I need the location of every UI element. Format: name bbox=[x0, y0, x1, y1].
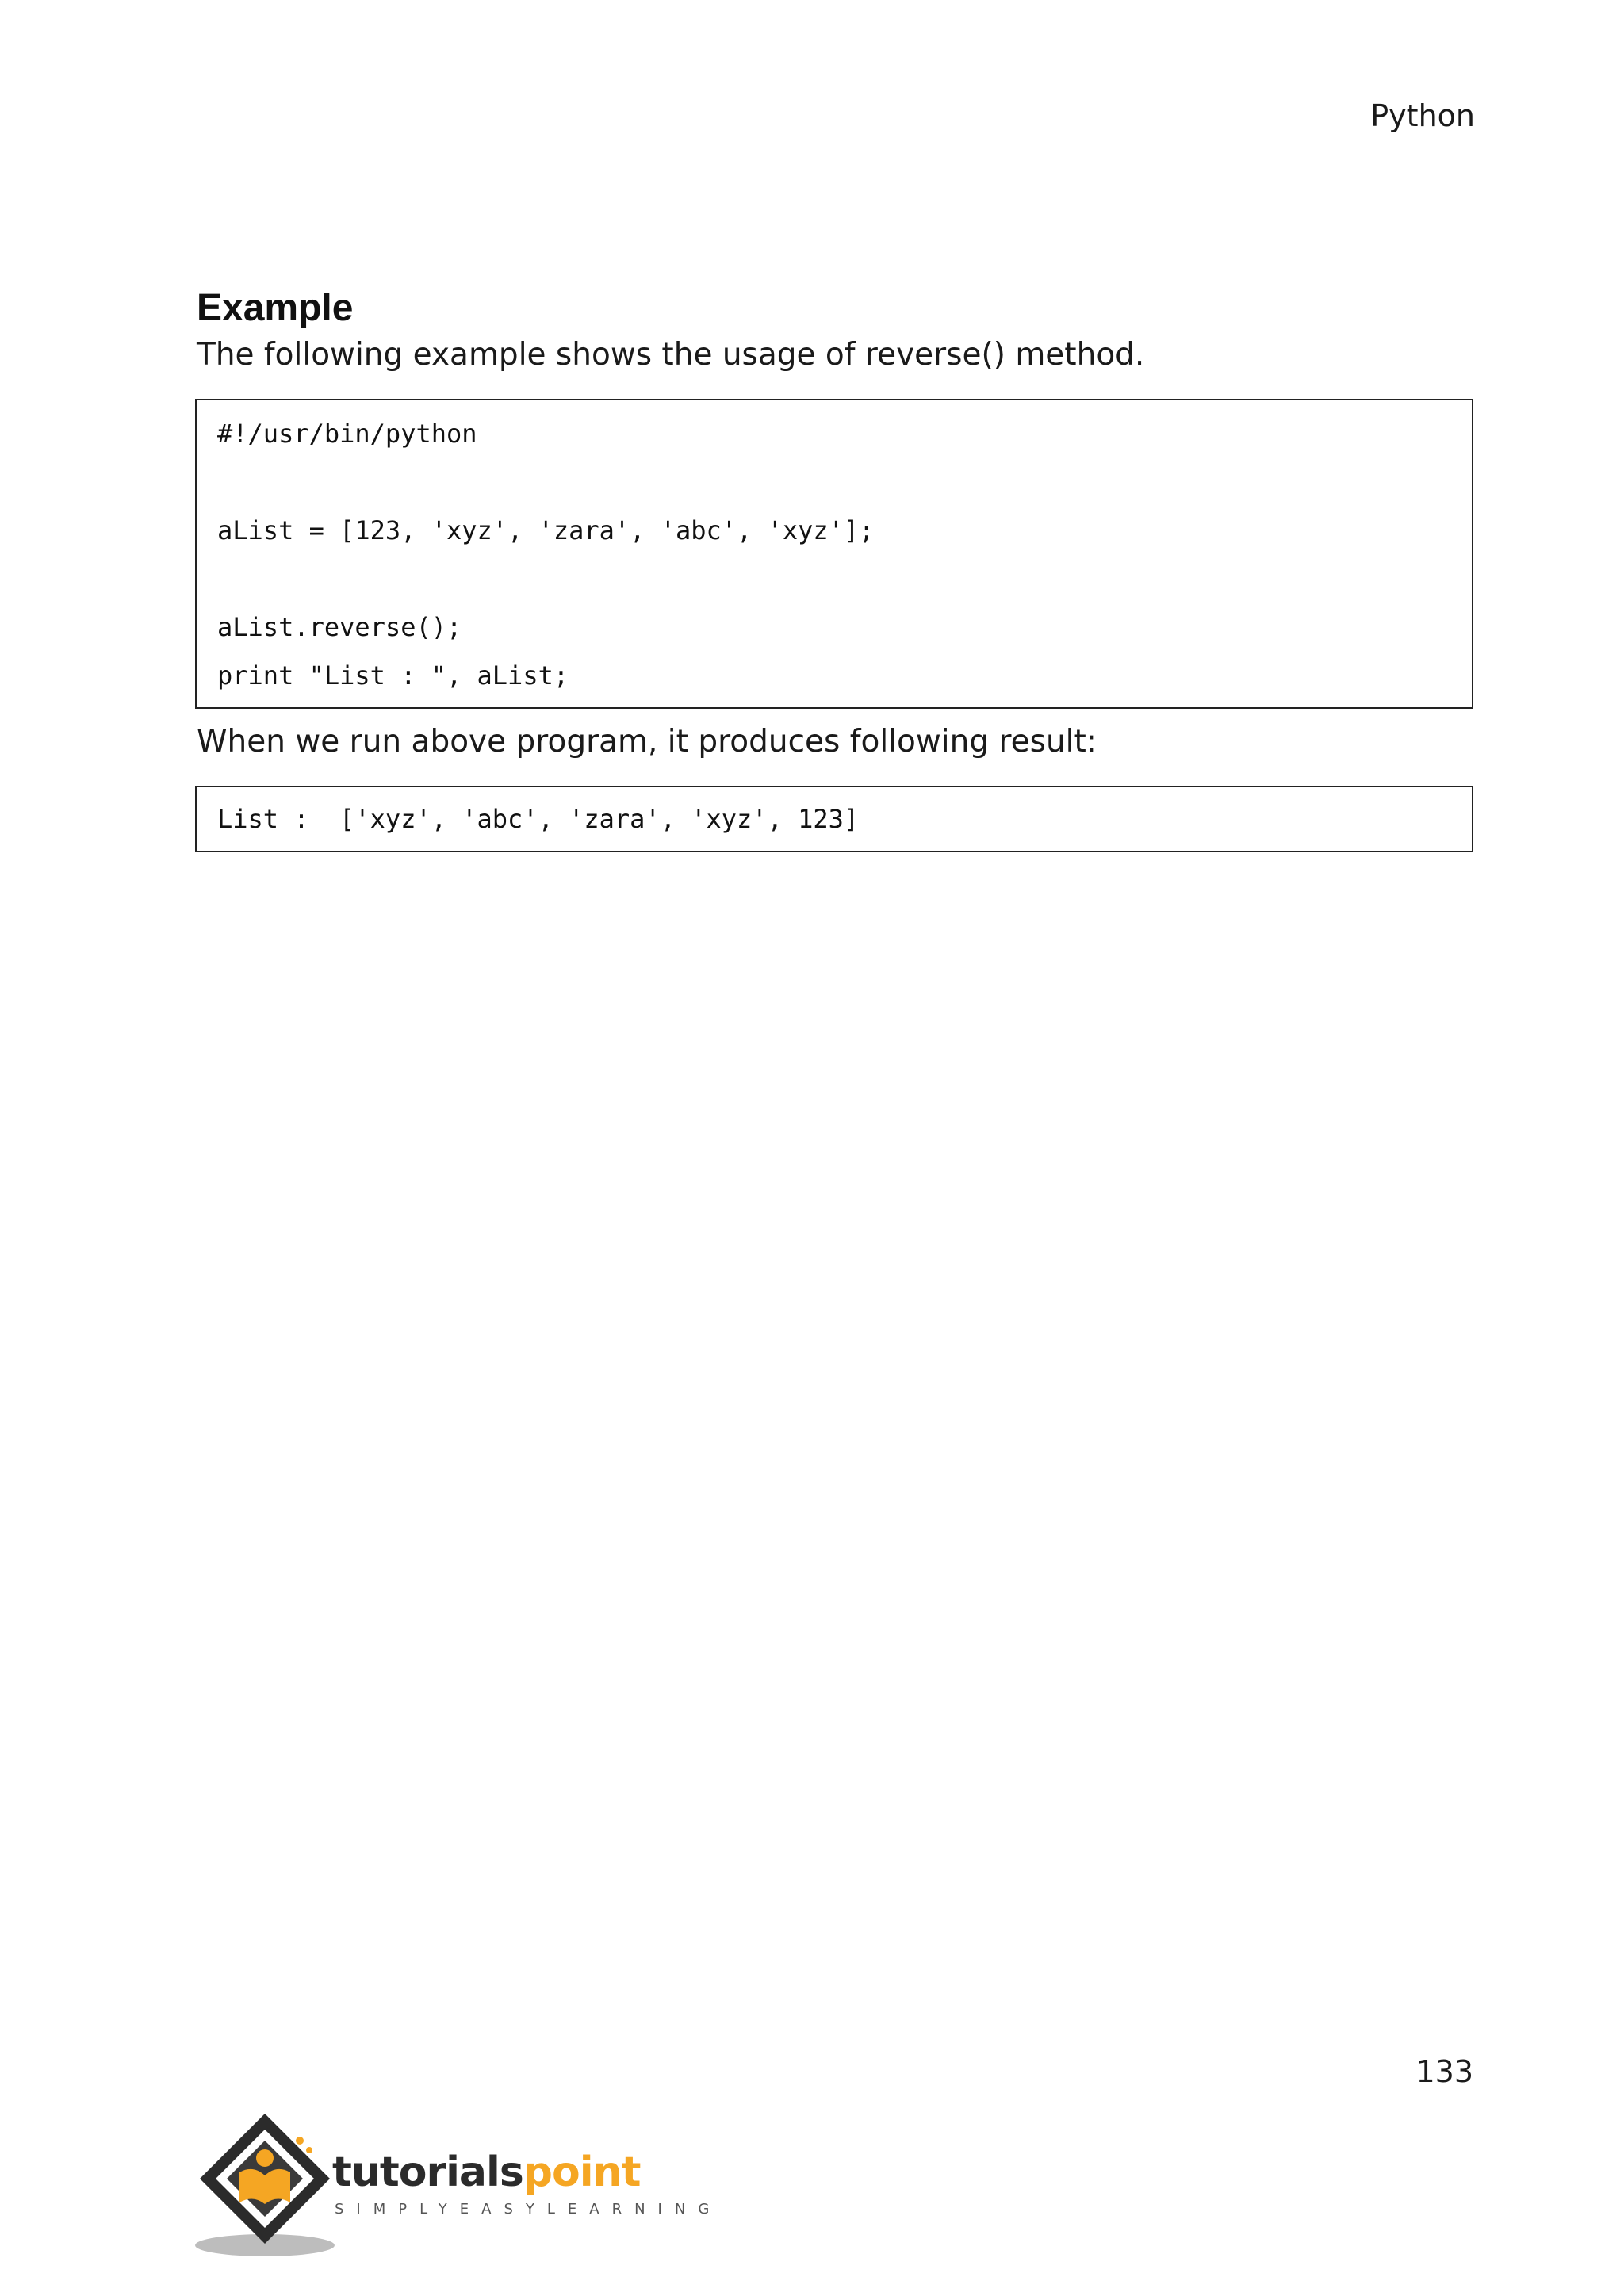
section-heading: Example bbox=[197, 287, 354, 329]
logo-tagline: SIMPLYEASYLEARNING bbox=[335, 2201, 722, 2218]
tutorialspoint-logo bbox=[193, 2109, 722, 2260]
logo-diamond-icon bbox=[193, 2109, 336, 2260]
code-line: #!/usr/bin/python bbox=[217, 419, 477, 449]
logo-wordmark bbox=[332, 2149, 640, 2196]
code-line: print "List : ", aList; bbox=[217, 660, 569, 691]
code-block bbox=[195, 399, 1473, 709]
result-paragraph: When we run above program, it produces following result: bbox=[197, 724, 1097, 760]
code-line: aList = [123, 'xyz', 'zara', 'abc', 'xyz']; bbox=[217, 515, 875, 545]
logo-word-dark: tutorials bbox=[332, 2149, 523, 2196]
running-header: Python bbox=[1370, 98, 1475, 133]
code-line: aList.reverse(); bbox=[217, 612, 462, 642]
logo-word-accent: point bbox=[523, 2149, 641, 2196]
output-block bbox=[195, 786, 1473, 852]
page-number: 133 bbox=[1415, 2054, 1473, 2089]
output-line: List : ['xyz', 'abc', 'zara', 'xyz', 123] bbox=[217, 804, 860, 834]
intro-paragraph: The following example shows the usage of reverse() method. bbox=[197, 337, 1145, 373]
